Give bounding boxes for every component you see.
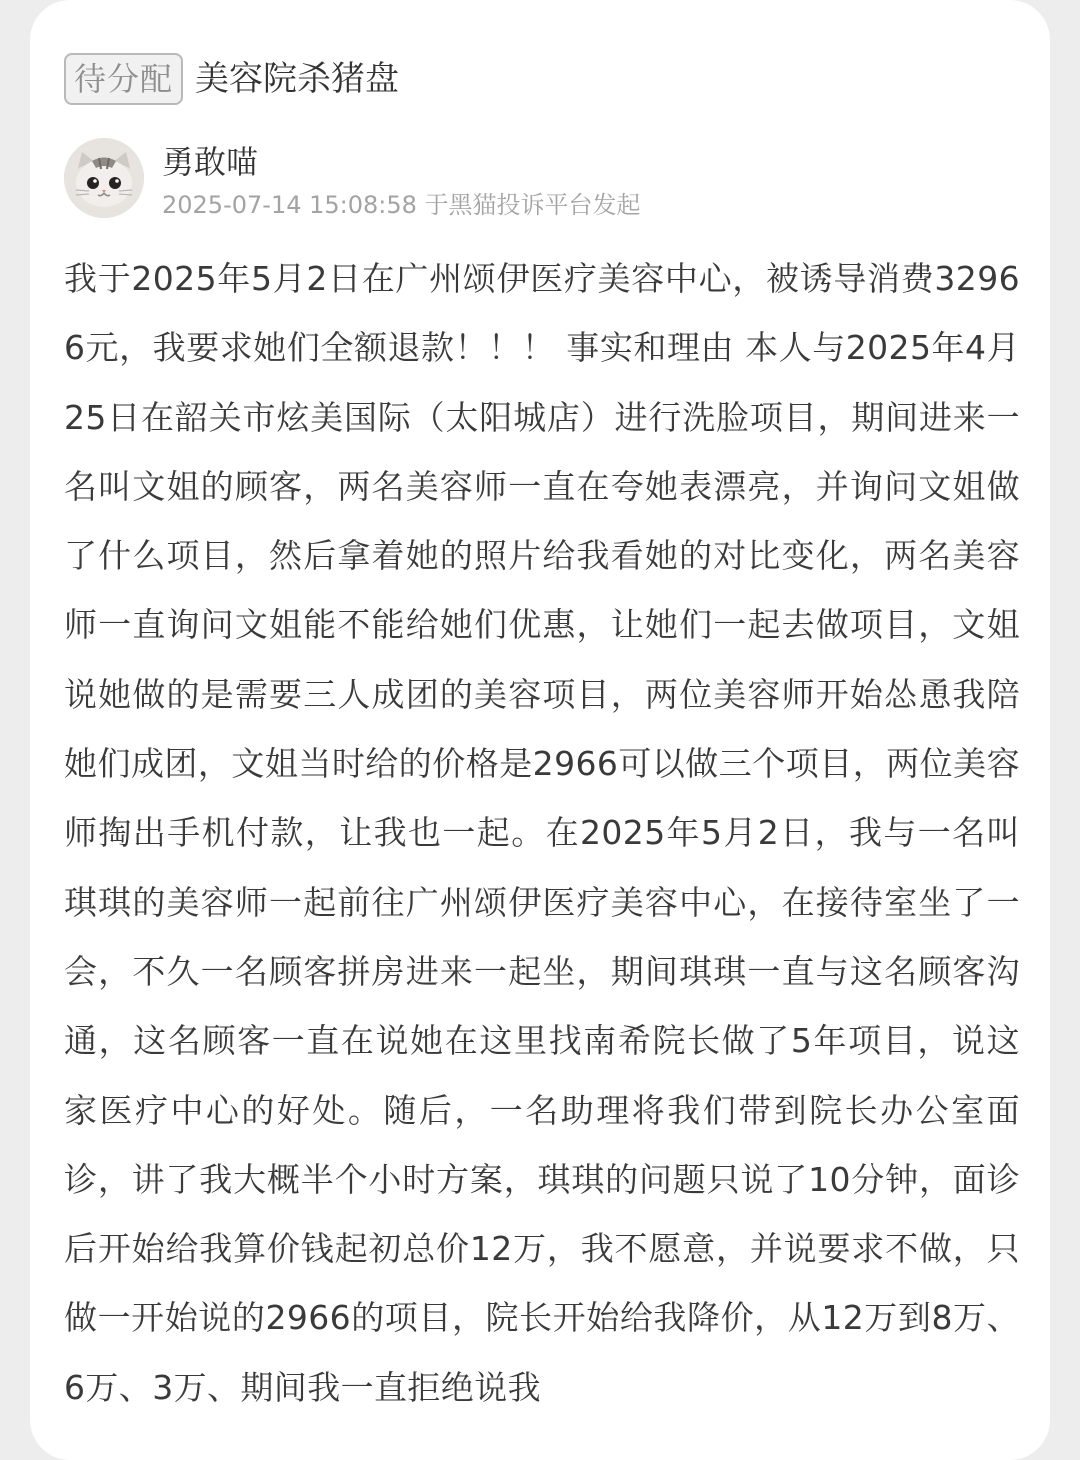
- author-info: [64, 138, 1024, 222]
- author-name[interactable]: 勇敢喵: [162, 143, 259, 181]
- cat-avatar-icon-graphic: [64, 138, 144, 218]
- status-badge: 待分配: [64, 53, 183, 105]
- complaint-card: [30, 0, 1050, 1460]
- complaint-title: 美容院杀猪盘: [195, 59, 400, 99]
- post-source: 于黑猫投诉平台发起: [424, 191, 641, 219]
- cat-avatar-icon[interactable]: [64, 138, 144, 218]
- post-meta: [162, 190, 641, 220]
- complaint-header: [64, 52, 399, 106]
- complaint-body: 我于2025年5月2日在广州颂伊医疗美容中心，被诱导消费32966元，我要求她们全额退款！！！ 事实和理由 本人与2025年4月25日在韶关市炫美国际（太阳城店）进行洗脸项目，期间进来一名叫文姐的顾客，两名美容师一直在夸她表漂亮，并询问文姐做了什么项目，然后拿着她的照片给我看她的对比变化，两名美容师一直询问文姐能不能给她们优惠，让她们一起去做项目，文姐说她做的是需要三人成团的美容项目，两位美容师开始怂恿我陪她们成团，文姐当时给的价格是2966可以做三个项目，两位美容师掏出手机付款，让我也一起。在2025年5月2日，我与一名叫琪琪的美容师一起前往广州颂伊医疗美容中心，在接待室坐了一会，不久一名顾客拼房进来一起坐，期间琪琪一直与这名顾客沟通，这名顾客一直在说她在这里找南希院长做了5年项目，说这家医疗中心的好处。随后，一名助理将我们带到院长办公室面诊，讲了我大概半个小时方案，琪琪的问题只说了10分钟，面诊后开始给我算价钱起初总价12万，我不愿意，并说要求不做，只做一开始说的2966的项目，院长开始给我降价，从12万到8万、6万、3万、期间我一直拒绝说我: [64, 259, 1020, 1407]
- post-timestamp: 2025-07-14 15:08:58: [162, 191, 417, 219]
